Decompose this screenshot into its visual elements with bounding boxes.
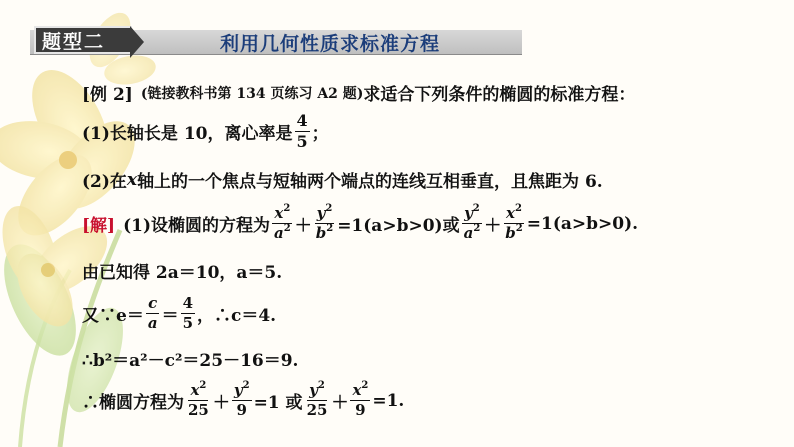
solution-line-2: 由已知得 2a＝10，a＝5. — [82, 263, 283, 283]
x2-over-a2: $\frac{x^2}{a^2}$ — [274, 203, 291, 242]
condition-2-x: x — [126, 169, 138, 190]
solution-line-1-mid: =1(a>b>0)或 — [337, 216, 460, 236]
eccentricity-fraction — [295, 113, 310, 150]
section-title: 利用几何性质求标准方程 — [220, 33, 441, 55]
numerator-4: 4 — [182, 294, 193, 312]
solution-line-5-mid: =1 或 — [253, 393, 303, 413]
y2-over-b2: $\frac{y^2}{b^2}$ — [315, 203, 334, 242]
example-label: [例 2] — [82, 85, 133, 105]
fraction-denominator: 5 — [296, 132, 308, 151]
x2-over-b2: $\frac{x^2}{b^2}$ — [505, 203, 523, 242]
example-prompt: 求适合下列条件的椭圆的标准方程： — [363, 85, 636, 105]
solution-line-3-prefix: 又∵e＝ — [82, 306, 144, 326]
solution-line-1: [解] (1)设椭圆的方程为 $\frac{x^2}{a^2}$ ＋ $\frac{y^2}{b^2}$ =1(a>b>0)或 $\frac{y^2}{a^2}$ ＋ $\frac{x^2}{b^2}$ =1(a>b>0). — [82, 203, 639, 242]
denominator-a: a — [147, 314, 158, 332]
four-fifths — [181, 296, 195, 331]
fraction-numerator: 4 — [296, 111, 308, 130]
equals-sign: ＝ — [161, 306, 179, 326]
condition-1 — [82, 113, 329, 150]
condition-2-part-b: 轴上的一个焦点与短轴两个端点的连线互相垂直，且焦距为 6. — [137, 172, 603, 192]
example-line — [82, 80, 635, 105]
solution-label: [解] — [82, 216, 116, 236]
y2-over-9: $\frac{y^2}{9}$ — [233, 380, 250, 419]
y2-over-25: $\frac{y^2}{25}$ — [306, 380, 328, 419]
solution-line-3 — [82, 296, 276, 331]
section-header — [30, 26, 522, 56]
solution-line-3-suffix: ，∴c＝4. — [197, 306, 277, 326]
solution-line-1-end: =1(a>b>0). — [526, 213, 639, 234]
condition-1-prefix: (1)长轴长是 10，离心率是 — [82, 124, 293, 144]
c-over-a — [146, 296, 160, 331]
solution-line-5: ∴椭圆方程为 $\frac{x^2}{25}$ ＋ $\frac{y^2}{9}$ =1 或 $\frac{y^2}{25}$ ＋ $\frac{x^2}{9}$ =1. — [82, 380, 405, 419]
condition-2 — [82, 167, 603, 192]
condition-1-suffix: ； — [311, 124, 329, 144]
section-tag: 题型二 — [34, 26, 132, 54]
solution-line-5-end: =1. — [372, 390, 405, 411]
solution-line-1-prefix: (1)设椭圆的方程为 — [123, 216, 271, 236]
x2-over-9: $\frac{x^2}{9}$ — [352, 380, 369, 419]
solution-line-4: ∴b²＝a²－c²＝25－16＝9. — [82, 351, 299, 371]
y2-over-a2: $\frac{y^2}{a^2}$ — [463, 203, 481, 242]
example-source: (链接教科书第 134 页练习 A2 题) — [140, 85, 364, 102]
denominator-5: 5 — [182, 314, 193, 332]
condition-2-part-a: (2)在 — [82, 172, 127, 192]
x2-over-25: $\frac{x^2}{25}$ — [188, 380, 209, 419]
solution-line-5-prefix: ∴椭圆方程为 — [82, 393, 184, 413]
numerator-c: c — [148, 294, 158, 312]
